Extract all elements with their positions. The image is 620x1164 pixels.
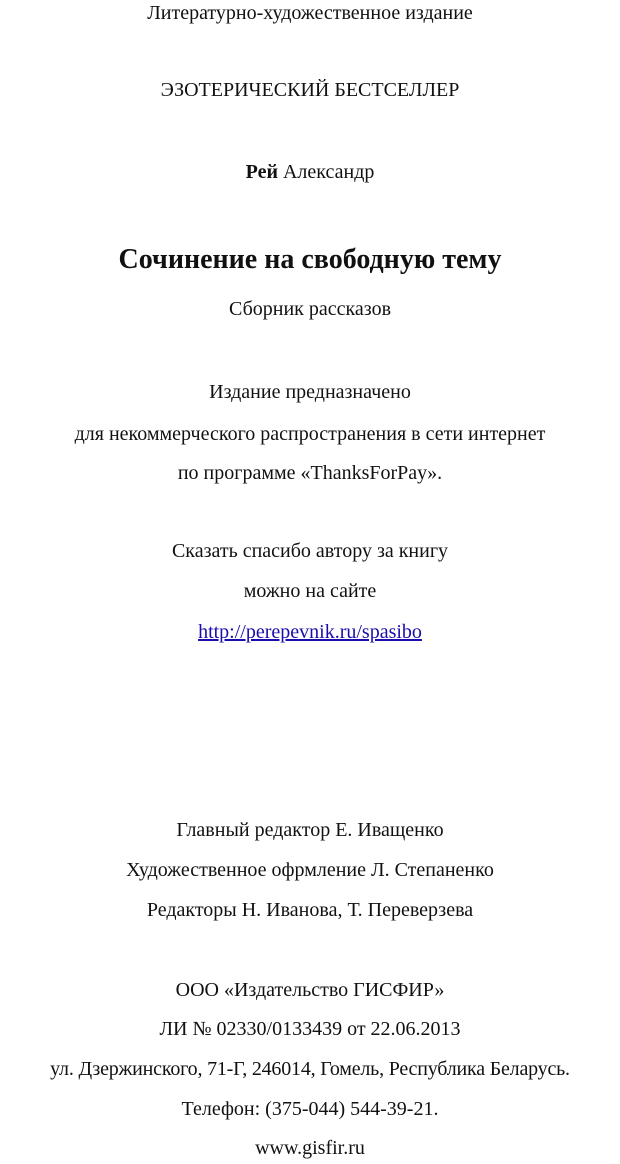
thanks-link[interactable]: http://perepevnik.ru/spasibo: [198, 621, 422, 643]
thanks-line-2: можно на сайте: [243, 580, 377, 602]
notice-line-2: для некоммерческого распространения в сети интернет: [74, 423, 546, 445]
publisher-website: www.gisfir.ru: [255, 1137, 365, 1159]
genre-line: Литературно-художественное издание: [147, 2, 473, 24]
credit-editors: Редакторы Н. Иванова, Т. Переверзева: [146, 899, 474, 921]
book-title: Сочинение на свободную тему: [118, 244, 502, 275]
publisher-address: ул. Дзержинского, 71-Г, 246014, Гомель, Республика Беларусь.: [50, 1058, 570, 1080]
publisher-license: ЛИ № 02330/0133439 от 22.06.2013: [159, 1018, 461, 1040]
thanks-line-1: Сказать спасибо автору за книгу: [171, 540, 449, 562]
book-subtitle: Сборник рассказов: [228, 298, 392, 320]
notice-line-3: по программе «ThanksForPay».: [177, 462, 443, 484]
publisher-name: ООО «Издательство ГИСФИР»: [175, 979, 445, 1001]
publisher-phone: Телефон: (375-044) 544-39-21.: [181, 1098, 439, 1120]
credit-chief-editor: Главный редактор Е. Иващенко: [176, 819, 444, 841]
credit-art-design: Художественное офрмление Л. Степаненко: [126, 859, 494, 881]
author-surname: Рей: [245, 161, 278, 183]
series-line: ЭЗОТЕРИЧЕСКИЙ БЕСТСЕЛЛЕР: [160, 79, 460, 101]
notice-line-1: Издание предназначено: [209, 381, 411, 403]
author-line: [0, 160, 620, 184]
author-name: Александр: [282, 161, 375, 183]
thanks-link-row: [0, 620, 620, 644]
